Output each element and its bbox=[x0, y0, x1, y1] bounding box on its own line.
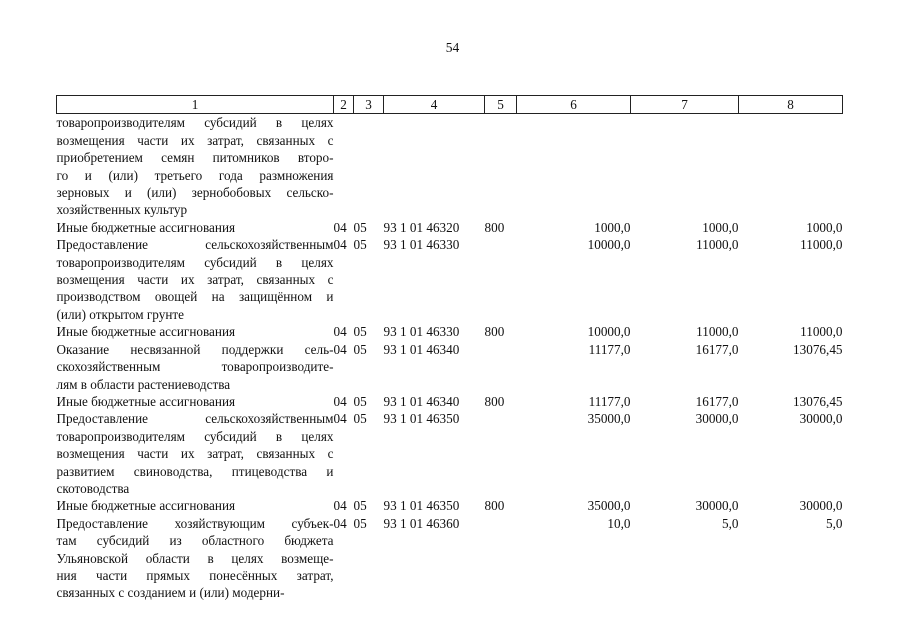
col-header-5: 5 bbox=[485, 96, 517, 114]
item-name-line: развитием свиноводства, птицеводства и bbox=[56, 463, 334, 479]
item-name-line: возмещения части их затрат, связанных с bbox=[56, 446, 334, 462]
item-name-line: хозяйственных культур bbox=[56, 202, 188, 218]
section-code: 04 bbox=[333, 498, 347, 514]
amount-col8: 1000,0 bbox=[806, 219, 843, 235]
amount-col8: 11000,0 bbox=[800, 324, 843, 340]
item-name-line: го и (или) третьего года размножения bbox=[56, 167, 334, 183]
subsection-code: 05 bbox=[353, 219, 367, 235]
item-name-line: Иные бюджетные ассигнования bbox=[56, 393, 236, 409]
section-code: 04 bbox=[333, 324, 347, 340]
amount-col6: 10000,0 bbox=[587, 237, 631, 253]
table-body bbox=[57, 114, 843, 602]
target-article-code: 93 1 01 46350 bbox=[383, 411, 460, 427]
item-name-line: зерновых и (или) зернобобовых сельско- bbox=[56, 185, 334, 201]
item-name-line: товаропроизводителям субсидий в целях bbox=[56, 115, 334, 131]
item-name-line: Иные бюджетные ассигнования bbox=[56, 498, 236, 514]
item-name-line: Ульяновской области в целях возмеще- bbox=[56, 550, 334, 566]
header-row bbox=[57, 96, 843, 114]
section-code: 04 bbox=[333, 219, 347, 235]
target-article-code: 93 1 01 46340 bbox=[383, 341, 460, 357]
item-name-line: возмещения части их затрат, связанных с bbox=[56, 272, 334, 288]
item-name bbox=[57, 236, 334, 323]
budget-table bbox=[56, 95, 843, 602]
col-header-1: 1 bbox=[57, 96, 334, 114]
subsection-code bbox=[354, 114, 384, 219]
item-name bbox=[57, 341, 334, 393]
item-name-line: товаропроизводителям субсидий в целях bbox=[56, 428, 334, 444]
amount-col6: 35000,0 bbox=[587, 498, 631, 514]
amount-col6: 10,0 bbox=[607, 515, 631, 531]
table-row bbox=[57, 410, 843, 497]
section-code: 04 bbox=[333, 393, 347, 409]
subsection-code: 05 bbox=[353, 393, 367, 409]
amount-col8: 11000,0 bbox=[800, 237, 843, 253]
amount-col7: 16177,0 bbox=[695, 393, 739, 409]
item-name-line: скотоводства bbox=[56, 480, 130, 496]
item-name bbox=[57, 515, 334, 602]
item-name-line: возмещения части их затрат, связанных с bbox=[56, 132, 334, 148]
subsection-code: 05 bbox=[353, 498, 367, 514]
item-name bbox=[57, 497, 334, 514]
item-name bbox=[57, 410, 334, 497]
subsection-code: 05 bbox=[353, 411, 367, 427]
amount-col6 bbox=[517, 114, 631, 219]
amount-col7: 11000,0 bbox=[696, 324, 739, 340]
item-name-line: производством овощей на защищённом и bbox=[56, 289, 334, 305]
expense-type-code bbox=[485, 236, 517, 323]
expense-type-code bbox=[485, 114, 517, 219]
page-number: 54 bbox=[445, 40, 460, 55]
amount-col7: 30000,0 bbox=[695, 411, 739, 427]
expense-type-code: 800 bbox=[484, 393, 505, 409]
table-row bbox=[57, 497, 843, 514]
subsection-code: 05 bbox=[353, 515, 367, 531]
target-article-code: 93 1 01 46330 bbox=[383, 324, 460, 340]
target-article-code bbox=[384, 114, 485, 219]
expense-type-code bbox=[485, 410, 517, 497]
section-code: 04 bbox=[333, 411, 347, 427]
target-article-code: 93 1 01 46350 bbox=[383, 498, 460, 514]
item-name-line: Оказание несвязанной поддержки сель- bbox=[56, 341, 334, 357]
section-code bbox=[334, 114, 354, 219]
expense-type-code: 800 bbox=[484, 219, 505, 235]
subsection-code: 05 bbox=[353, 237, 367, 253]
col-header-4: 4 bbox=[384, 96, 485, 114]
amount-col7: 30000,0 bbox=[695, 498, 739, 514]
amount-col7: 16177,0 bbox=[695, 341, 739, 357]
col-header-2: 2 bbox=[334, 96, 354, 114]
item-name-line: товаропроизводителям субсидий в целях bbox=[56, 254, 334, 270]
col-header-7: 7 bbox=[631, 96, 739, 114]
item-name bbox=[57, 114, 334, 219]
table-row bbox=[57, 323, 843, 340]
amount-col8: 13076,45 bbox=[793, 393, 843, 409]
section-code: 04 bbox=[333, 341, 347, 357]
item-name-line: Иные бюджетные ассигнования bbox=[56, 324, 236, 340]
item-name-line: Предоставление хозяйствующим субъек- bbox=[56, 515, 334, 531]
amount-col6: 10000,0 bbox=[587, 324, 631, 340]
expense-type-code: 800 bbox=[484, 324, 505, 340]
expense-type-code bbox=[485, 341, 517, 393]
col-header-6: 6 bbox=[517, 96, 631, 114]
item-name bbox=[57, 323, 334, 340]
amount-col6: 1000,0 bbox=[594, 219, 631, 235]
item-name-line: ния части прямых понесённых затрат, bbox=[56, 567, 334, 583]
section-code: 04 bbox=[333, 515, 347, 531]
target-article-code: 93 1 01 46330 bbox=[383, 237, 460, 253]
subsection-code: 05 bbox=[353, 341, 367, 357]
item-name-line: там субсидий из областного бюджета bbox=[56, 533, 334, 549]
target-article-code: 93 1 01 46360 bbox=[383, 515, 460, 531]
table-row bbox=[57, 114, 843, 219]
amount-col8: 30000,0 bbox=[799, 498, 843, 514]
amount-col8: 5,0 bbox=[826, 515, 843, 531]
item-name bbox=[57, 219, 334, 236]
target-article-code: 93 1 01 46340 bbox=[383, 393, 460, 409]
section-code: 04 bbox=[333, 237, 347, 253]
item-name-line: лям в области растениеводства bbox=[56, 376, 231, 392]
subsection-code: 05 bbox=[353, 324, 367, 340]
item-name-line: скохозяйственным товаропроизводите- bbox=[56, 359, 334, 375]
amount-col8: 13076,45 bbox=[793, 341, 843, 357]
amount-col6: 11177,0 bbox=[588, 341, 631, 357]
amount-col8 bbox=[739, 114, 843, 219]
expense-type-code: 800 bbox=[484, 498, 505, 514]
col-header-8: 8 bbox=[739, 96, 843, 114]
item-name-line: связанных с созданием и (или) модерни- bbox=[56, 585, 285, 601]
amount-col7 bbox=[631, 114, 739, 219]
amount-col8: 30000,0 bbox=[799, 411, 843, 427]
amount-col7: 5,0 bbox=[722, 515, 739, 531]
item-name bbox=[57, 393, 334, 410]
amount-col6: 35000,0 bbox=[587, 411, 631, 427]
table-row bbox=[57, 515, 843, 602]
expense-type-code bbox=[485, 515, 517, 602]
table-row bbox=[57, 341, 843, 393]
amount-col6: 11177,0 bbox=[588, 393, 631, 409]
amount-col7: 1000,0 bbox=[702, 219, 739, 235]
target-article-code: 93 1 01 46320 bbox=[383, 219, 460, 235]
table-row bbox=[57, 219, 843, 236]
item-name-line: Предоставление сельскохозяйственным bbox=[56, 411, 334, 427]
col-header-3: 3 bbox=[354, 96, 384, 114]
item-name-line: приобретением семян питомников второ- bbox=[56, 150, 334, 166]
item-name-line: Предоставление сельскохозяйственным bbox=[56, 237, 334, 253]
item-name-line: (или) открытом грунте bbox=[56, 306, 184, 322]
item-name-line: Иные бюджетные ассигнования bbox=[56, 219, 236, 235]
amount-col7: 11000,0 bbox=[696, 237, 739, 253]
table-row bbox=[57, 236, 843, 323]
table-row bbox=[57, 393, 843, 410]
